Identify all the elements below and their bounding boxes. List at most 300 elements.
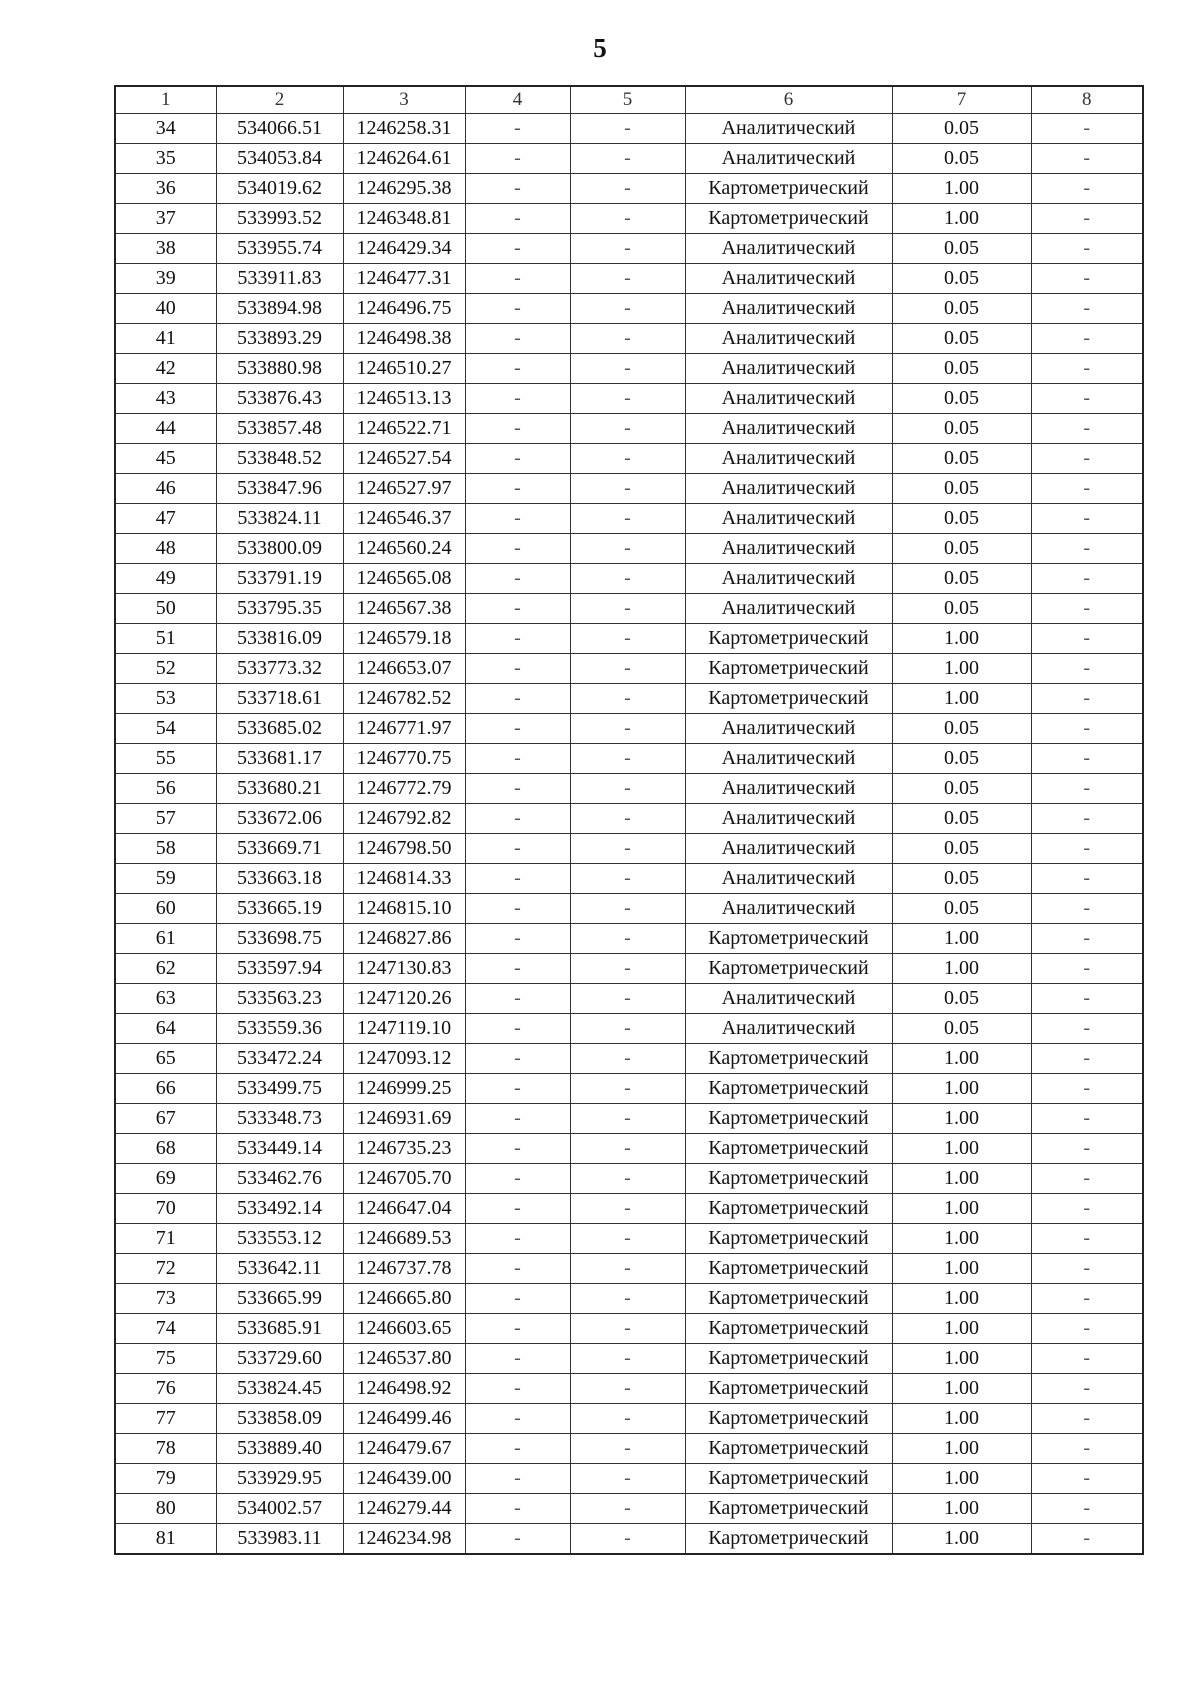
y-coordinate-cell: 1246498.38: [343, 324, 465, 354]
point-number-cell: 60: [115, 894, 216, 924]
point-number-cell: 50: [115, 594, 216, 624]
point-number-cell: 76: [115, 1374, 216, 1404]
header-row: [115, 86, 1143, 114]
point-number-cell: 74: [115, 1314, 216, 1344]
y-coordinate-cell: 1246258.31: [343, 114, 465, 144]
table-row: [115, 504, 1143, 534]
table-row: [115, 324, 1143, 354]
table-row: [115, 534, 1143, 564]
y-coordinate-cell: 1246705.70: [343, 1164, 465, 1194]
point-number-cell: 72: [115, 1254, 216, 1284]
cell-col-4: -: [465, 1314, 570, 1344]
cell-col-5: -: [570, 1464, 685, 1494]
cell-col-5: -: [570, 384, 685, 414]
x-coordinate-cell: 533893.29: [216, 324, 343, 354]
table-row: [115, 984, 1143, 1014]
accuracy-cell: 0.05: [892, 474, 1031, 504]
cell-col-8: -: [1031, 144, 1143, 174]
cell-col-8: -: [1031, 774, 1143, 804]
cell-col-5: -: [570, 774, 685, 804]
method-cell: Картометрический: [685, 954, 892, 984]
cell-col-8: -: [1031, 264, 1143, 294]
table-row: [115, 1254, 1143, 1284]
table-row: [115, 1224, 1143, 1254]
x-coordinate-cell: 533698.75: [216, 924, 343, 954]
method-cell: Картометрический: [685, 1104, 892, 1134]
y-coordinate-cell: 1246546.37: [343, 504, 465, 534]
point-number-cell: 66: [115, 1074, 216, 1104]
cell-col-5: -: [570, 204, 685, 234]
method-cell: Аналитический: [685, 804, 892, 834]
point-number-cell: 75: [115, 1344, 216, 1374]
accuracy-cell: 0.05: [892, 264, 1031, 294]
cell-col-4: -: [465, 1344, 570, 1374]
cell-col-4: -: [465, 474, 570, 504]
cell-col-8: -: [1031, 864, 1143, 894]
x-coordinate-cell: 533791.19: [216, 564, 343, 594]
cell-col-8: -: [1031, 1074, 1143, 1104]
point-number-cell: 67: [115, 1104, 216, 1134]
point-number-cell: 80: [115, 1494, 216, 1524]
y-coordinate-cell: 1247120.26: [343, 984, 465, 1014]
y-coordinate-cell: 1246814.33: [343, 864, 465, 894]
point-number-cell: 81: [115, 1524, 216, 1555]
cell-col-8: -: [1031, 414, 1143, 444]
table-row: [115, 1434, 1143, 1464]
cell-col-4: -: [465, 564, 570, 594]
cell-col-8: -: [1031, 654, 1143, 684]
cell-col-5: -: [570, 1374, 685, 1404]
cell-col-8: -: [1031, 924, 1143, 954]
cell-col-5: -: [570, 144, 685, 174]
accuracy-cell: 1.00: [892, 1194, 1031, 1224]
y-coordinate-cell: 1246931.69: [343, 1104, 465, 1134]
x-coordinate-cell: 533729.60: [216, 1344, 343, 1374]
method-cell: Аналитический: [685, 234, 892, 264]
y-coordinate-cell: 1246827.86: [343, 924, 465, 954]
accuracy-cell: 0.05: [892, 864, 1031, 894]
method-cell: Картометрический: [685, 1194, 892, 1224]
cell-col-4: -: [465, 714, 570, 744]
table-row: [115, 1014, 1143, 1044]
accuracy-cell: 0.05: [892, 894, 1031, 924]
y-coordinate-cell: 1246527.97: [343, 474, 465, 504]
cell-col-5: -: [570, 1104, 685, 1134]
table-row: [115, 894, 1143, 924]
cell-col-4: -: [465, 774, 570, 804]
cell-col-4: -: [465, 144, 570, 174]
y-coordinate-cell: 1247119.10: [343, 1014, 465, 1044]
method-cell: Аналитический: [685, 894, 892, 924]
method-cell: Картометрический: [685, 1314, 892, 1344]
y-coordinate-cell: 1246560.24: [343, 534, 465, 564]
cell-col-4: -: [465, 354, 570, 384]
y-coordinate-cell: 1246279.44: [343, 1494, 465, 1524]
table-row: [115, 264, 1143, 294]
method-cell: Картометрический: [685, 1374, 892, 1404]
method-cell: Аналитический: [685, 474, 892, 504]
cell-col-4: -: [465, 684, 570, 714]
method-cell: Аналитический: [685, 984, 892, 1014]
table-row: [115, 834, 1143, 864]
cell-col-8: -: [1031, 714, 1143, 744]
cell-col-8: -: [1031, 1044, 1143, 1074]
cell-col-5: -: [570, 1284, 685, 1314]
accuracy-cell: 1.00: [892, 1524, 1031, 1555]
cell-col-5: -: [570, 594, 685, 624]
y-coordinate-cell: 1246815.10: [343, 894, 465, 924]
method-cell: Аналитический: [685, 384, 892, 414]
cell-col-8: -: [1031, 234, 1143, 264]
cell-col-5: -: [570, 534, 685, 564]
cell-col-5: -: [570, 294, 685, 324]
accuracy-cell: 0.05: [892, 114, 1031, 144]
point-number-cell: 42: [115, 354, 216, 384]
x-coordinate-cell: 533824.11: [216, 504, 343, 534]
table-row: [115, 744, 1143, 774]
x-coordinate-cell: 534053.84: [216, 144, 343, 174]
accuracy-cell: 1.00: [892, 954, 1031, 984]
accuracy-cell: 0.05: [892, 564, 1031, 594]
point-number-cell: 69: [115, 1164, 216, 1194]
point-number-cell: 45: [115, 444, 216, 474]
cell-col-4: -: [465, 1284, 570, 1314]
x-coordinate-cell: 533685.02: [216, 714, 343, 744]
cell-col-4: -: [465, 1524, 570, 1555]
y-coordinate-cell: 1246772.79: [343, 774, 465, 804]
method-cell: Картометрический: [685, 1524, 892, 1555]
x-coordinate-cell: 533499.75: [216, 1074, 343, 1104]
y-coordinate-cell: 1246653.07: [343, 654, 465, 684]
accuracy-cell: 0.05: [892, 594, 1031, 624]
cell-col-8: -: [1031, 384, 1143, 414]
point-number-cell: 57: [115, 804, 216, 834]
accuracy-cell: 0.05: [892, 744, 1031, 774]
column-header: 2: [216, 86, 343, 114]
method-cell: Аналитический: [685, 834, 892, 864]
x-coordinate-cell: 533993.52: [216, 204, 343, 234]
x-coordinate-cell: 533449.14: [216, 1134, 343, 1164]
cell-col-8: -: [1031, 1374, 1143, 1404]
table-row: [115, 924, 1143, 954]
method-cell: Аналитический: [685, 594, 892, 624]
x-coordinate-cell: 534066.51: [216, 114, 343, 144]
cell-col-4: -: [465, 174, 570, 204]
point-number-cell: 41: [115, 324, 216, 354]
cell-col-8: -: [1031, 1464, 1143, 1494]
point-number-cell: 44: [115, 414, 216, 444]
accuracy-cell: 1.00: [892, 654, 1031, 684]
point-number-cell: 70: [115, 1194, 216, 1224]
table-row: [115, 1194, 1143, 1224]
method-cell: Картометрический: [685, 1464, 892, 1494]
cell-col-4: -: [465, 264, 570, 294]
point-number-cell: 59: [115, 864, 216, 894]
x-coordinate-cell: 533492.14: [216, 1194, 343, 1224]
method-cell: Аналитический: [685, 144, 892, 174]
cell-col-5: -: [570, 894, 685, 924]
cell-col-8: -: [1031, 1344, 1143, 1374]
cell-col-5: -: [570, 264, 685, 294]
y-coordinate-cell: 1246798.50: [343, 834, 465, 864]
cell-col-4: -: [465, 624, 570, 654]
cell-col-5: -: [570, 954, 685, 984]
point-number-cell: 63: [115, 984, 216, 1014]
y-coordinate-cell: 1246479.67: [343, 1434, 465, 1464]
accuracy-cell: 1.00: [892, 1074, 1031, 1104]
table-row: [115, 1494, 1143, 1524]
accuracy-cell: 1.00: [892, 204, 1031, 234]
cell-col-4: -: [465, 324, 570, 354]
cell-col-4: -: [465, 924, 570, 954]
cell-col-5: -: [570, 1074, 685, 1104]
method-cell: Аналитический: [685, 414, 892, 444]
accuracy-cell: 1.00: [892, 1164, 1031, 1194]
accuracy-cell: 0.05: [892, 504, 1031, 534]
cell-col-4: -: [465, 1254, 570, 1284]
y-coordinate-cell: 1246477.31: [343, 264, 465, 294]
table-row: [115, 144, 1143, 174]
cell-col-5: -: [570, 1164, 685, 1194]
table-row: [115, 384, 1143, 414]
y-coordinate-cell: 1246771.97: [343, 714, 465, 744]
y-coordinate-cell: 1246264.61: [343, 144, 465, 174]
table-row: [115, 774, 1143, 804]
method-cell: Картометрический: [685, 624, 892, 654]
y-coordinate-cell: 1246792.82: [343, 804, 465, 834]
y-coordinate-cell: 1246513.13: [343, 384, 465, 414]
cell-col-8: -: [1031, 1254, 1143, 1284]
point-number-cell: 34: [115, 114, 216, 144]
method-cell: Картометрический: [685, 1494, 892, 1524]
method-cell: Картометрический: [685, 1344, 892, 1374]
y-coordinate-cell: 1246439.00: [343, 1464, 465, 1494]
cell-col-8: -: [1031, 1314, 1143, 1344]
cell-col-4: -: [465, 594, 570, 624]
x-coordinate-cell: 533680.21: [216, 774, 343, 804]
y-coordinate-cell: 1246510.27: [343, 354, 465, 384]
cell-col-4: -: [465, 384, 570, 414]
cell-col-8: -: [1031, 1164, 1143, 1194]
y-coordinate-cell: 1246565.08: [343, 564, 465, 594]
cell-col-4: -: [465, 114, 570, 144]
x-coordinate-cell: 533669.71: [216, 834, 343, 864]
x-coordinate-cell: 533889.40: [216, 1434, 343, 1464]
point-number-cell: 71: [115, 1224, 216, 1254]
method-cell: Аналитический: [685, 1014, 892, 1044]
accuracy-cell: 0.05: [892, 714, 1031, 744]
method-cell: Аналитический: [685, 744, 892, 774]
point-number-cell: 58: [115, 834, 216, 864]
method-cell: Картометрический: [685, 684, 892, 714]
x-coordinate-cell: 534019.62: [216, 174, 343, 204]
cell-col-5: -: [570, 474, 685, 504]
cell-col-4: -: [465, 294, 570, 324]
method-cell: Аналитический: [685, 774, 892, 804]
cell-col-4: -: [465, 534, 570, 564]
y-coordinate-cell: 1247093.12: [343, 1044, 465, 1074]
y-coordinate-cell: 1247130.83: [343, 954, 465, 984]
y-coordinate-cell: 1246234.98: [343, 1524, 465, 1555]
point-number-cell: 79: [115, 1464, 216, 1494]
x-coordinate-cell: 533681.17: [216, 744, 343, 774]
x-coordinate-cell: 533642.11: [216, 1254, 343, 1284]
cell-col-8: -: [1031, 114, 1143, 144]
cell-col-4: -: [465, 444, 570, 474]
point-number-cell: 48: [115, 534, 216, 564]
table-row: [115, 864, 1143, 894]
cell-col-8: -: [1031, 204, 1143, 234]
y-coordinate-cell: 1246499.46: [343, 1404, 465, 1434]
x-coordinate-cell: 533983.11: [216, 1524, 343, 1555]
point-number-cell: 65: [115, 1044, 216, 1074]
point-number-cell: 36: [115, 174, 216, 204]
cell-col-8: -: [1031, 624, 1143, 654]
method-cell: Картометрический: [685, 1254, 892, 1284]
cell-col-4: -: [465, 1434, 570, 1464]
table-row: [115, 294, 1143, 324]
accuracy-cell: 0.05: [892, 534, 1031, 564]
cell-col-4: -: [465, 1074, 570, 1104]
point-number-cell: 64: [115, 1014, 216, 1044]
x-coordinate-cell: 533665.99: [216, 1284, 343, 1314]
cell-col-4: -: [465, 1374, 570, 1404]
table-row: [115, 624, 1143, 654]
point-number-cell: 54: [115, 714, 216, 744]
accuracy-cell: 0.05: [892, 234, 1031, 264]
accuracy-cell: 1.00: [892, 684, 1031, 714]
cell-col-5: -: [570, 684, 685, 714]
accuracy-cell: 1.00: [892, 1404, 1031, 1434]
method-cell: Картометрический: [685, 1074, 892, 1104]
method-cell: Аналитический: [685, 864, 892, 894]
accuracy-cell: 1.00: [892, 1464, 1031, 1494]
x-coordinate-cell: 533553.12: [216, 1224, 343, 1254]
cell-col-4: -: [465, 204, 570, 234]
cell-col-4: -: [465, 1494, 570, 1524]
x-coordinate-cell: 533663.18: [216, 864, 343, 894]
y-coordinate-cell: 1246496.75: [343, 294, 465, 324]
y-coordinate-cell: 1246770.75: [343, 744, 465, 774]
y-coordinate-cell: 1246295.38: [343, 174, 465, 204]
cell-col-4: -: [465, 234, 570, 264]
accuracy-cell: 0.05: [892, 444, 1031, 474]
point-number-cell: 61: [115, 924, 216, 954]
cell-col-8: -: [1031, 1404, 1143, 1434]
x-coordinate-cell: 533955.74: [216, 234, 343, 264]
table-row: [115, 954, 1143, 984]
table-row: [115, 354, 1143, 384]
method-cell: Картометрический: [685, 1404, 892, 1434]
cell-col-8: -: [1031, 984, 1143, 1014]
table-row: [115, 684, 1143, 714]
point-number-cell: 77: [115, 1404, 216, 1434]
column-header: 8: [1031, 86, 1143, 114]
table-row: [115, 1464, 1143, 1494]
cell-col-5: -: [570, 744, 685, 774]
cell-col-5: -: [570, 924, 685, 954]
x-coordinate-cell: 533824.45: [216, 1374, 343, 1404]
table-row: [115, 414, 1143, 444]
accuracy-cell: 0.05: [892, 984, 1031, 1014]
y-coordinate-cell: 1246735.23: [343, 1134, 465, 1164]
cell-col-8: -: [1031, 804, 1143, 834]
accuracy-cell: 1.00: [892, 624, 1031, 654]
cell-col-8: -: [1031, 1524, 1143, 1555]
y-coordinate-cell: 1246498.92: [343, 1374, 465, 1404]
method-cell: Картометрический: [685, 1434, 892, 1464]
cell-col-8: -: [1031, 504, 1143, 534]
column-header: 3: [343, 86, 465, 114]
x-coordinate-cell: 533876.43: [216, 384, 343, 414]
y-coordinate-cell: 1246429.34: [343, 234, 465, 264]
x-coordinate-cell: 534002.57: [216, 1494, 343, 1524]
cell-col-4: -: [465, 804, 570, 834]
cell-col-5: -: [570, 1494, 685, 1524]
cell-col-5: -: [570, 1344, 685, 1374]
table-row: [115, 1104, 1143, 1134]
x-coordinate-cell: 533800.09: [216, 534, 343, 564]
x-coordinate-cell: 533462.76: [216, 1164, 343, 1194]
x-coordinate-cell: 533894.98: [216, 294, 343, 324]
cell-col-5: -: [570, 1404, 685, 1434]
cell-col-8: -: [1031, 594, 1143, 624]
cell-col-4: -: [465, 864, 570, 894]
table-row: [115, 1044, 1143, 1074]
table-row: [115, 1314, 1143, 1344]
point-number-cell: 38: [115, 234, 216, 264]
cell-col-4: -: [465, 1044, 570, 1074]
cell-col-4: -: [465, 984, 570, 1014]
cell-col-4: -: [465, 1404, 570, 1434]
cell-col-8: -: [1031, 1014, 1143, 1044]
point-number-cell: 51: [115, 624, 216, 654]
cell-col-4: -: [465, 1464, 570, 1494]
cell-col-4: -: [465, 834, 570, 864]
cell-col-8: -: [1031, 354, 1143, 384]
column-header: 1: [115, 86, 216, 114]
x-coordinate-cell: 533672.06: [216, 804, 343, 834]
x-coordinate-cell: 533795.35: [216, 594, 343, 624]
x-coordinate-cell: 533848.52: [216, 444, 343, 474]
table-row: [115, 594, 1143, 624]
x-coordinate-cell: 533929.95: [216, 1464, 343, 1494]
accuracy-cell: 1.00: [892, 1314, 1031, 1344]
y-coordinate-cell: 1246527.54: [343, 444, 465, 474]
accuracy-cell: 1.00: [892, 1104, 1031, 1134]
cell-col-5: -: [570, 1224, 685, 1254]
y-coordinate-cell: 1246537.80: [343, 1344, 465, 1374]
y-coordinate-cell: 1246579.18: [343, 624, 465, 654]
y-coordinate-cell: 1246603.65: [343, 1314, 465, 1344]
point-number-cell: 46: [115, 474, 216, 504]
x-coordinate-cell: 533559.36: [216, 1014, 343, 1044]
y-coordinate-cell: 1246999.25: [343, 1074, 465, 1104]
cell-col-5: -: [570, 324, 685, 354]
cell-col-4: -: [465, 1164, 570, 1194]
cell-col-8: -: [1031, 294, 1143, 324]
cell-col-5: -: [570, 444, 685, 474]
cell-col-5: -: [570, 1524, 685, 1555]
cell-col-5: -: [570, 1314, 685, 1344]
cell-col-5: -: [570, 174, 685, 204]
accuracy-cell: 0.05: [892, 834, 1031, 864]
table-row: [115, 1374, 1143, 1404]
cell-col-8: -: [1031, 324, 1143, 354]
cell-col-8: -: [1031, 1134, 1143, 1164]
accuracy-cell: 1.00: [892, 1494, 1031, 1524]
column-header: 5: [570, 86, 685, 114]
